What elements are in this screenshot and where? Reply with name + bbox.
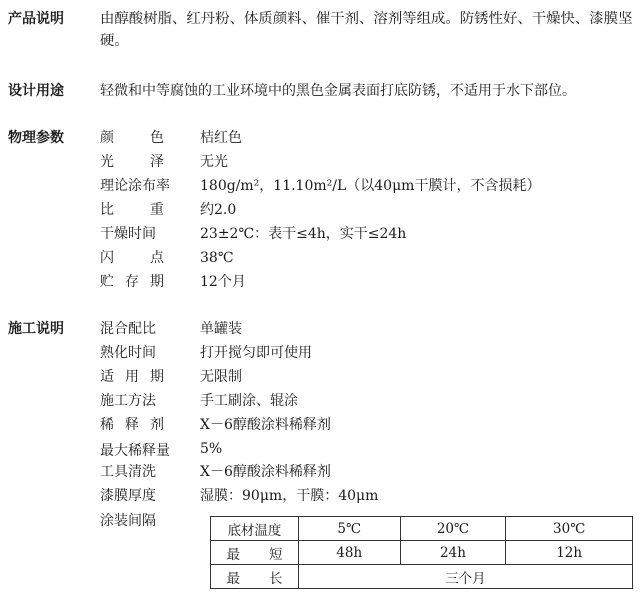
table-header-cell: 5℃ <box>298 517 400 541</box>
usage-description: 轻微和中等腐蚀的工业环境中的黑色金属表面打底防锈，不适用于水下部位。 <box>100 83 576 99</box>
physical-row-density: 比 重 约2.0 <box>100 199 200 221</box>
table-cell: 12h <box>506 541 633 565</box>
table-header-cell: 30℃ <box>506 517 633 541</box>
application-value: 打开搅匀即可使用 <box>200 345 312 361</box>
physical-row-color: 颜 色 桔红色 <box>100 127 200 149</box>
physical-row-drying: 干燥时间 23±2℃：表干≤4h，实干≤24h <box>100 223 200 245</box>
application-row-cleaning: 工具清洗 X－6醇酸涂料稀释剂 <box>100 461 200 483</box>
table-header-cell: 底材温度 <box>211 517 299 541</box>
table-cell: 24h <box>400 541 506 565</box>
application-value: X－6醇酸涂料稀释剂 <box>200 464 331 480</box>
recoat-interval-table <box>210 516 633 589</box>
physical-value: 无光 <box>200 154 228 170</box>
application-row-induction: 熟化时间 打开搅匀即可使用 <box>100 342 200 364</box>
physical-value: 23±2℃：表干≤4h，实干≤24h <box>200 226 407 242</box>
application-value: X－6醇酸涂料稀释剂 <box>200 417 331 433</box>
physical-row-shelflife: 贮 存 期 12个月 <box>100 271 200 293</box>
physical-value: 12个月 <box>200 274 246 290</box>
physical-value: 38℃ <box>200 250 234 266</box>
physical-row-coverage: 理论涂布率 180g/m²，11.10m²/L（以40μm干膜计，不含损耗） <box>100 175 200 197</box>
application-row-maxthinning: 最大稀释量 5% <box>100 440 200 462</box>
product-label: 产品说明 <box>8 11 64 27</box>
table-cell: 三个月 <box>298 565 632 589</box>
application-row-mix: 混合配比 单罐装 <box>100 318 200 340</box>
physical-label: 物理参数 <box>8 130 64 146</box>
product-description: 由醇酸树脂、红丹粉、体质颜料、催干剂、溶剂等组成。防锈性好、干燥快、漆膜坚硬。 <box>100 11 633 49</box>
application-row-interval: 涂装间隔 <box>100 513 156 529</box>
table-row-label: 最 短 <box>211 541 299 565</box>
application-value: 无限制 <box>200 369 242 385</box>
application-label: 施工说明 <box>8 321 64 337</box>
table-row <box>211 517 633 541</box>
table-row-label: 最 长 <box>211 565 299 589</box>
application-value: 单罐装 <box>200 321 242 337</box>
application-row-potlife: 适 用 期 无限制 <box>100 366 200 388</box>
physical-value: 约2.0 <box>200 202 237 218</box>
physical-row-flashpoint: 闪 点 38℃ <box>100 247 200 269</box>
application-value: 手工刷涂、辊涂 <box>200 393 298 409</box>
table-header-cell: 20℃ <box>400 517 506 541</box>
application-row-thinner: 稀 释 剂 X－6醇酸涂料稀释剂 <box>100 414 200 436</box>
application-row-thickness: 漆膜厚度 湿膜：90μm，干膜：40μm <box>100 485 200 507</box>
usage-label: 设计用途 <box>8 83 64 99</box>
physical-value: 桔红色 <box>200 130 242 146</box>
table-row <box>211 565 633 589</box>
physical-row-gloss: 光 泽 无光 <box>100 151 200 173</box>
application-row-method: 施工方法 手工刷涂、辊涂 <box>100 390 200 412</box>
physical-value: 180g/m²，11.10m²/L（以40μm干膜计，不含损耗） <box>200 178 541 194</box>
table-row <box>211 541 633 565</box>
table-cell: 48h <box>298 541 400 565</box>
application-value: 5% <box>200 441 223 457</box>
application-value: 湿膜：90μm，干膜：40μm <box>200 488 379 504</box>
